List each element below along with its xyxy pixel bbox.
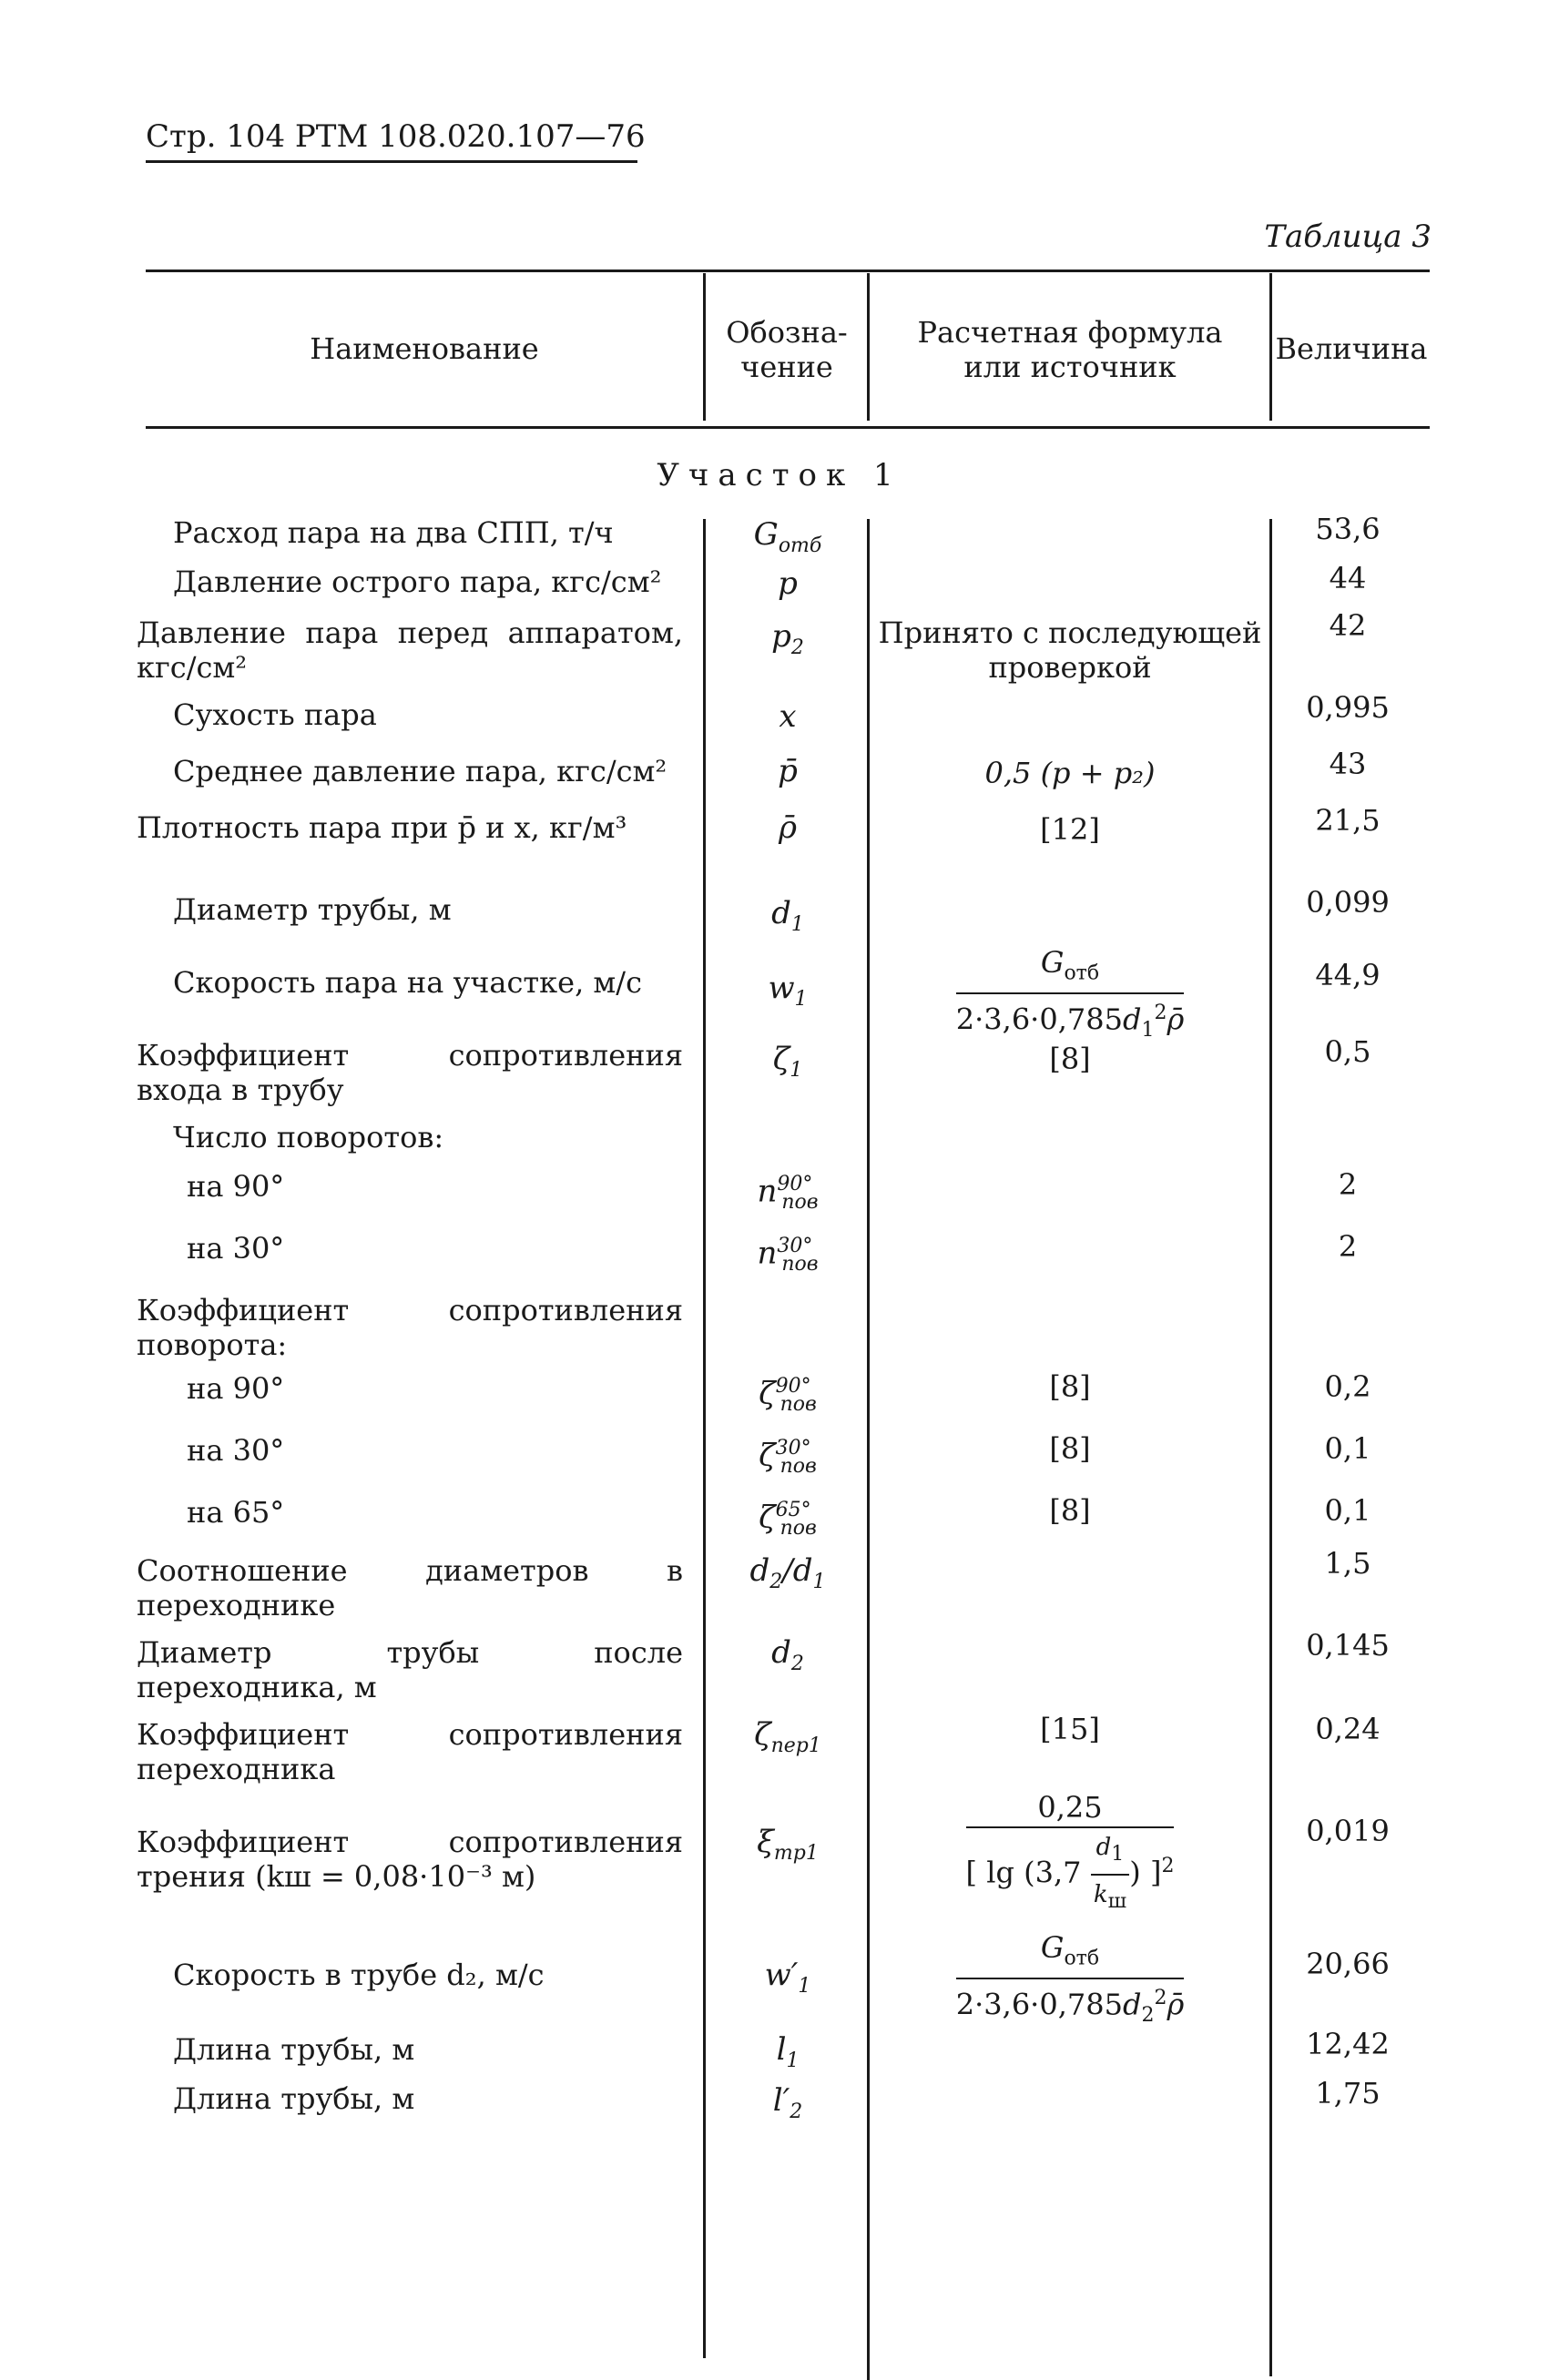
row-formula: 0,5 (p + p₂) (984, 756, 1156, 790)
row-symbol: p (778, 565, 798, 602)
row-symbol: $\zeta_{пер1}$ (754, 1716, 821, 1757)
col-header-symbol: Обозна- чение (726, 315, 848, 384)
row-formula: $\frac{G_{отб}}{2\cdot 3,6\cdot 0,785d_1^2\rhō}$ (955, 945, 1185, 1043)
row-symbol: $\zeta_1$ (772, 1041, 803, 1082)
row-symbol: $\zeta^{30^\circ}_{пов}$ (759, 1437, 817, 1479)
row-formula: [8] (1049, 1431, 1091, 1466)
formula-numerator: 0,25 (966, 1790, 1175, 1828)
row-value: 0,24 (1315, 1712, 1381, 1746)
row-name: Коэффициент сопротивления входа в трубу (137, 1038, 683, 1107)
row-name-extra: (kш = 0,08·10⁻³ м) (255, 1859, 536, 1894)
row-formula: $\frac{G_{отб}}{2\cdot 3,6\cdot 0,785d_2^2\rhō}$ (955, 1930, 1185, 2028)
col-header-name: Наименование (310, 331, 539, 366)
row-name: Коэффициент сопротивления переходника (137, 1717, 683, 1786)
row-value: 0,1 (1324, 1431, 1371, 1466)
row-symbol: $\zeta^{65^\circ}_{пов}$ (759, 1499, 817, 1541)
row-value: 42 (1329, 608, 1367, 643)
row-symbol: $l'_2$ (772, 2082, 803, 2123)
row-formula: [8] (1049, 1493, 1091, 1528)
row-name: на 30° (187, 1433, 285, 1468)
body-divider-2a (867, 519, 870, 610)
row-name: на 30° (187, 1231, 285, 1266)
row-formula: 0,25 [ lg (3,7 $\frac{d_1}{k_ш}$ ) ]$^2$ (965, 1790, 1175, 1914)
row-symbol: $G_{отб}$ (753, 516, 822, 557)
col-header-value: Величина (1275, 331, 1428, 366)
row-symbol: x (779, 698, 797, 735)
row-symbol: $\zeta^{90^\circ}_{пов}$ (759, 1375, 817, 1417)
row-value: 0,2 (1324, 1369, 1371, 1404)
row-name: Коэффициент сопротивления поворота: (137, 1293, 683, 1362)
row-symbol: $\xi_{тр1}$ (757, 1824, 819, 1865)
row-symbol: $w'_1$ (764, 1957, 811, 1998)
row-symbol: $l_1$ (776, 2031, 800, 2072)
row-name: Давление острого пара, кгс/см² (173, 564, 662, 599)
row-name (137, 1825, 683, 1894)
row-symbol: $n^{90^\circ}_{пов}$ (757, 1173, 819, 1215)
section-title: Участок 1 (657, 457, 902, 493)
header-divider-1 (703, 273, 706, 421)
body-divider-2b (867, 605, 870, 2380)
row-name: Диаметр трубы, м (173, 892, 452, 927)
row-value: 44,9 (1315, 958, 1381, 992)
row-value: 1,75 (1315, 2076, 1381, 2110)
row-value: 44 (1329, 561, 1367, 595)
row-name: Скорость пара на участке, м/с (173, 965, 642, 1000)
row-name: Длина трубы, м (173, 2081, 415, 2116)
row-name: Плотность пара при p̄ и x, кг/м³ (137, 810, 627, 845)
row-symbol: $w_1$ (768, 970, 808, 1011)
row-name: на 90° (187, 1169, 285, 1204)
row-value: 12,42 (1306, 2027, 1390, 2061)
row-name: Скорость в трубе d₂, м/с (173, 1958, 545, 1992)
row-value: 53,6 (1315, 512, 1381, 546)
row-formula: [12] (1040, 812, 1100, 847)
row-symbol: p̄ (778, 753, 798, 789)
row-formula: [8] (1049, 1042, 1091, 1076)
row-name: Давление пара перед аппаратом, кгс/см² (137, 615, 683, 685)
row-name: Сухость пара (173, 697, 377, 732)
row-name: Диаметр трубы после переходника, м (137, 1635, 683, 1704)
header-divider-2 (867, 273, 870, 421)
row-name: Соотношение диаметров в переходнике (137, 1553, 683, 1622)
col-header-formula: Расчетная формула или источник (917, 315, 1223, 384)
row-name: Число поворотов: (173, 1120, 444, 1154)
row-value: 0,099 (1306, 885, 1390, 920)
row-symbol: $n^{30^\circ}_{пов}$ (757, 1235, 819, 1276)
page-header: Стр. 104 РТМ 108.020.107—76 (146, 118, 646, 155)
row-formula: [15] (1040, 1712, 1100, 1746)
row-formula: Принято с последующей проверкой (878, 615, 1262, 685)
row-value: 21,5 (1315, 803, 1381, 838)
row-name: на 90° (187, 1371, 285, 1406)
table-caption: Таблица 3 (1264, 219, 1432, 255)
row-name: Расход пара на два СПП, т/ч (173, 515, 614, 550)
row-name: Среднее давление пара, кгс/см² (173, 754, 667, 788)
row-value: 0,1 (1324, 1493, 1371, 1528)
row-symbol: $p_2$ (771, 618, 804, 659)
row-value: 2 (1338, 1229, 1358, 1264)
table-top-rule (146, 270, 1430, 272)
row-value: 20,66 (1306, 1947, 1390, 1981)
body-divider-1 (703, 519, 706, 2358)
header-divider-3 (1269, 273, 1272, 421)
row-formula: [8] (1049, 1369, 1091, 1404)
row-value: 1,5 (1324, 1546, 1371, 1581)
header-underline (146, 160, 637, 163)
row-value: 43 (1329, 747, 1367, 781)
row-name: на 65° (187, 1495, 285, 1530)
row-value: 2 (1338, 1167, 1358, 1202)
row-value: 0,995 (1306, 690, 1390, 725)
table-head-rule (146, 426, 1430, 429)
row-name-text: Коэффициент сопротивления трения (137, 1825, 683, 1894)
row-symbol: $d_2$ (771, 1634, 804, 1675)
row-symbol: $d_1$ (771, 895, 804, 936)
row-symbol: $d_2/d_1$ (749, 1552, 826, 1593)
row-value: 0,5 (1324, 1034, 1371, 1069)
row-symbol: ρ̄ (779, 809, 797, 846)
row-name: Длина трубы, м (173, 2032, 415, 2067)
row-value: 0,145 (1306, 1628, 1390, 1663)
row-value: 0,019 (1306, 1814, 1390, 1848)
